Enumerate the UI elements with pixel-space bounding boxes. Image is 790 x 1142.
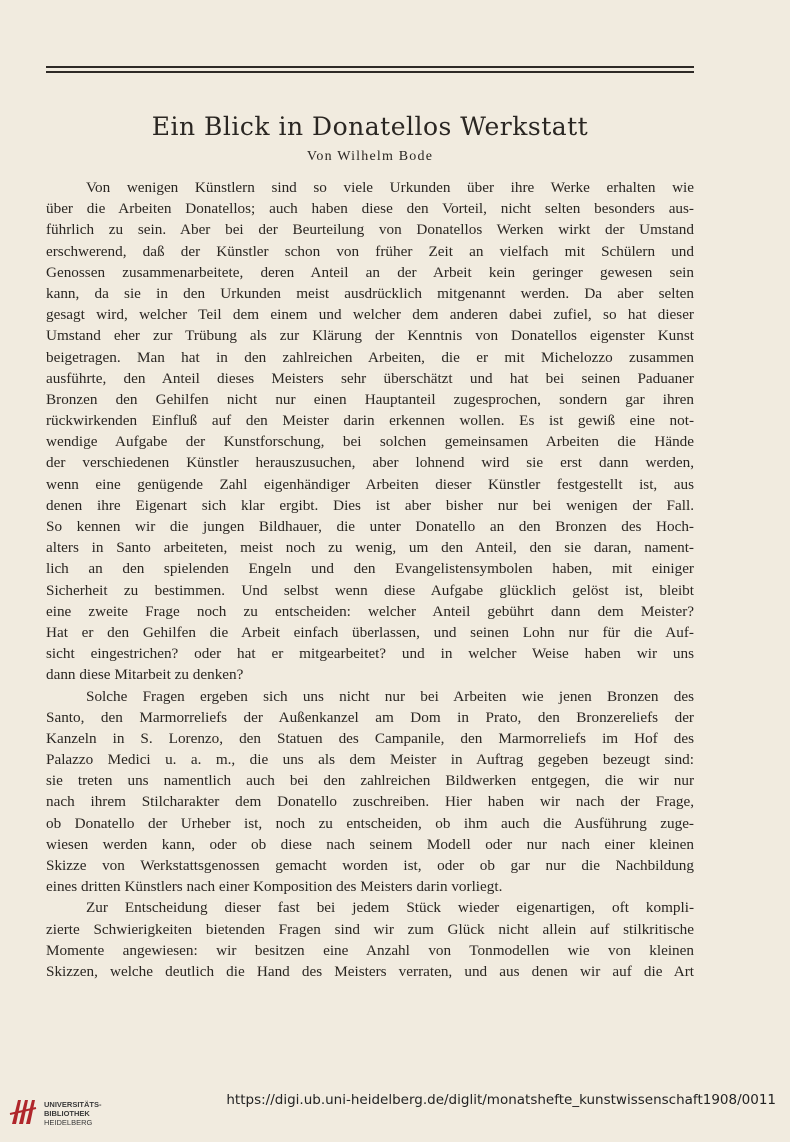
text-line: Genossen zusammenarbeitete, deren Anteil an der Arbeit kein geringer gewesen sein (46, 263, 694, 281)
article-byline: Von Wilhelm Bode (306, 149, 434, 164)
text-line: alters in Santo arbeiteten, meist noch zu wenig, um den Anteil, den sie daran, nament- (46, 539, 694, 557)
text-line: wenn eine genügende Zahl eigenhändiger Arbeiten dieser Künstler festgestellt ist, aus (46, 475, 694, 493)
text-line: über die Arbeiten Donatellos; auch haben diese den Vorteil, nicht selten besonders aus- (46, 200, 694, 218)
university-library-logo[interactable] (6, 1094, 126, 1132)
text-line: Santo, den Marmorreliefs der Außenkanzel am Dom in Prato, den Bronzereliefs der (46, 708, 694, 726)
text-line: eines dritten Künstlers nach einer Komposition des Meisters darin vorliegt. (46, 878, 503, 896)
text-line: sicht eingestrichen? oder hat er mitgearbeitet? und in welcher Weise haben wir uns (46, 645, 694, 663)
logo-line-1: UNIVERSITÄTS- (44, 1100, 102, 1109)
header-rule-top (46, 66, 694, 68)
text-line: gesagt wird, welcher Teil dem einem und welcher dem anderen dabei zufiel, so hat dieser (46, 306, 694, 324)
text-line: Bronzen den Gehilfen nicht nur einen Hauptanteil zugesprochen, sondern gar ihren (46, 390, 694, 408)
text-line: wiesen werden kann, oder ob diese nach seinem Modell oder nur nach einer kleinen (46, 835, 694, 853)
text-line: erschwerend, daß der Künstler schon von früher Zeit an vielfach mit Schülern und (46, 242, 694, 260)
text-line: Von wenigen Künstlern sind so viele Urkunden über ihre Werke erhalten wie (86, 179, 694, 196)
text-line: zierte Schwierigkeiten bietenden Fragen sind wir zum Glück nicht allein auf stilkritische (46, 920, 694, 938)
article-title: Ein Blick in Donatellos Werkstatt (151, 112, 589, 141)
source-url-link[interactable]: https://digi.ub.uni-heidelberg.de/diglit/monatshefte_kunstwissenschaft1908/0011 (226, 1092, 776, 1108)
text-line: führlich zu sein. Aber bei der Beurteilung von Donatellos Werken wirkt der Umstand (46, 221, 694, 239)
text-line: Hat er den Gehilfen die Arbeit einfach überlassen, und seinen Lohn nur für die Auf- (46, 623, 694, 641)
text-line: Skizze von Werkstattsgenossen gemacht worden ist, oder ob gar nur die Nachbildung (46, 857, 694, 874)
logo-line-3: HEIDELBERG (44, 1118, 93, 1127)
text-line: Kanzeln in S. Lorenzo, den Statuen des Campanile, den Marmorreliefs im Hof des (46, 729, 694, 747)
text-line: ausführte, den Anteil dieses Meisters sehr überschätzt und hat bei seinen Paduaner (46, 369, 694, 387)
logo-line-2: BIBLIOTHEK (44, 1109, 90, 1118)
header-rule-bottom (46, 71, 694, 73)
text-line: Palazzo Medici u. a. m., die uns als dem Meister in Auftrag gegeben bezeugt sind: (46, 751, 694, 769)
text-line: ob Donatello der Urheber ist, noch zu entscheiden, ob ihm auch die Ausführung zuge- (46, 814, 694, 832)
text-line: Umstand eher zur Trübung als zur Klärung der Kenntnis von Donatellos eigenster Kunst (46, 327, 694, 345)
text-line: dann diese Mitarbeit zu denken? (46, 666, 244, 684)
logo-text (44, 1100, 102, 1127)
text-line: beigetragen. Man hat in den zahlreichen Arbeiten, die er mit Michelozzo zusammen (46, 348, 694, 366)
text-line: sie treten uns namentlich auch bei den zahlreichen Bildwerken entgegen, die wir nur (46, 772, 694, 790)
text-line: Skizzen, welche deutlich die Hand des Meisters verraten, und aus denen wir auf die Art (46, 962, 694, 980)
text-line: lich an den spielenden Engeln und den Evangelistensymbolen haben, mit einiger (46, 560, 694, 578)
text-line: denen ihre Eigenart sich klar ergibt. Dies ist aber bisher nur bei wenigen der Fall. (46, 496, 694, 514)
text-line: Zur Entscheidung dieser fast bei jedem Stück wieder eigenartigen, oft kompli- (86, 899, 694, 917)
text-line: Momente angewiesen: wir besitzen eine Anzahl von Tonmodellen wie von kleinen (46, 941, 694, 959)
text-line: So kennen wir die jungen Bildhauer, die unter Donatello an den Bronzen des Hoch- (46, 518, 694, 535)
text-line: Solche Fragen ergeben sich uns nicht nur bei Arbeiten wie jenen Bronzen des (86, 687, 694, 705)
text-line: eine zweite Frage noch zu entscheiden: welcher Anteil gebührt dann dem Meister? (46, 602, 694, 620)
text-line: wendige Aufgabe der Kunstforschung, bei solchen gemeinsamen Arbeiten die Hände (46, 433, 694, 451)
text-line: nach ihrem Stilcharakter dem Donatello zuschreiben. Hier haben wir nach der Frage, (46, 793, 694, 811)
article-body (46, 177, 694, 982)
text-line: der verschiedenen Künstler herauszusuchen, aber lohnend wird sie erst dann werden, (46, 454, 694, 472)
text-line: Sicherheit zu bestimmen. Und selbst wenn diese Aufgabe glücklich gelöst ist, bleibt (46, 581, 694, 599)
text-line: rückwirkenden Einfluß auf den Meister darin erkennen wollen. Es ist gewiß eine not- (46, 412, 694, 430)
library-emblem-icon (8, 1096, 38, 1128)
text-line: kann, da sie in den Urkunden meist ausdrücklich mitgenannt werden. Da aber selten (46, 284, 694, 302)
